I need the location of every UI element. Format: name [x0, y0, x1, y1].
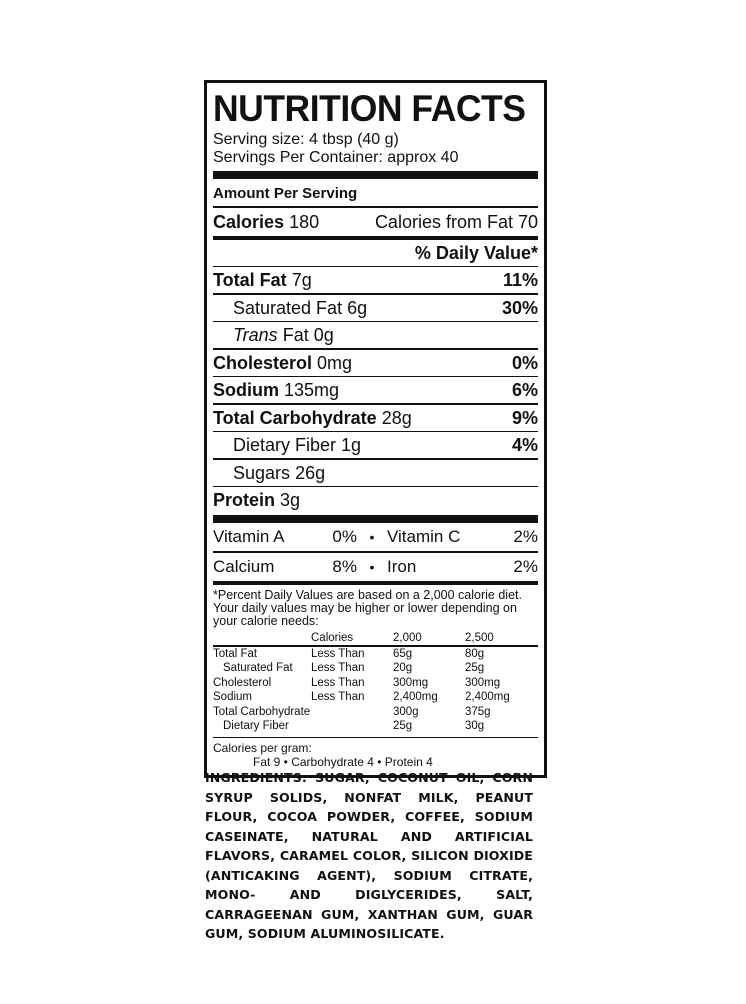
nutrient-dv: 4%	[511, 435, 538, 455]
vitamin-value: 8%	[332, 556, 357, 576]
table-cell: 65g	[393, 647, 413, 660]
panel-title: NUTRITION FACTS	[213, 88, 526, 129]
table-cell: Less Than	[311, 662, 365, 674]
nutrition-facts-panel	[204, 80, 547, 778]
calories-per-gram-label: Calories per gram:	[213, 741, 312, 755]
divider-thick	[213, 515, 538, 523]
nutrient-amount: 26g	[295, 462, 326, 483]
table-cell: 2,400mg	[393, 691, 438, 703]
nutrient-amount: 135mg	[284, 380, 340, 400]
daily-value-footnote: *Percent Daily Values are based on a 2,000 calorie diet. Your daily values may be higher or lower depending on your calorie needs:	[213, 587, 522, 628]
amount-per-serving: Amount Per Serving	[213, 185, 358, 202]
nutrient-amount: 3g	[280, 490, 301, 510]
table-cell: 300g	[393, 705, 419, 718]
calories-label: Calories	[213, 211, 285, 232]
table-row	[213, 676, 538, 691]
nutrient-amount: 1g	[341, 435, 362, 455]
table-row	[213, 690, 538, 705]
vitamin-value: 0%	[332, 527, 357, 546]
table-cell	[213, 631, 311, 646]
table-cell: 375g	[465, 705, 491, 718]
ingredients-text: INGREDIENTS: SUGAR, COCONUT OIL, CORN SYRUP SOLIDS, NONFAT MILK, PEANUT FLOUR, COCOA POWDER, COFFEE, SODIUM CASEINATE, NATURAL AND ARTIFICIAL FLAVORS, CARAMEL COLOR, SILICON DIOXIDE (ANTICAKING AGENT), SODIUM CITRATE, MONO- AND DIGLYCERIDES, SALT, CARRAGEENAN GUM, XANTHAN GUM, GUAR GUM, SODIUM ALUMINOSILICATE.	[205, 770, 533, 941]
nutrient-label: Total Carbohydrate	[213, 407, 377, 428]
nutrient-row-trans-fat	[213, 322, 538, 348]
vitamin-value: 2%	[513, 556, 538, 576]
nutrient-row-dietary-fiber	[213, 432, 538, 458]
nutrient-amount: 6g	[347, 297, 368, 318]
vitamin-row	[213, 523, 538, 551]
calories-per-gram	[213, 738, 538, 769]
nutrient-label: Dietary Fiber	[233, 435, 337, 455]
vitamin-label: Vitamin C	[387, 527, 461, 546]
table-cell: 20g	[393, 662, 413, 674]
nutrient-label: Total Fat	[213, 270, 287, 290]
daily-value-header: % Daily Value*	[414, 242, 538, 263]
table-cell: 25g	[465, 662, 485, 674]
nutrient-amount: 0g	[313, 325, 334, 345]
nutrient-label: Saturated Fat	[233, 297, 343, 318]
nutrient-amount: 7g	[291, 270, 312, 290]
table-cell: 80g	[465, 647, 485, 660]
vitamin-label: Vitamin A	[213, 527, 285, 546]
table-cell: 30g	[465, 720, 485, 732]
vitamin-row	[213, 553, 538, 581]
nutrient-row-saturated-fat	[213, 295, 538, 321]
nutrient-label: Protein	[213, 490, 276, 510]
nutrient-label: Fat	[282, 325, 309, 345]
table-cell: Less Than	[311, 691, 365, 703]
nutrient-label-italic: Trans	[233, 325, 278, 345]
table-row	[213, 705, 538, 720]
calories-from-fat: Calories from Fat 70	[374, 211, 538, 232]
nutrient-row-sugars	[213, 460, 538, 486]
vitamin-label: Calcium	[213, 556, 275, 576]
nutrient-dv: 9%	[511, 407, 538, 428]
table-cell: 2,000	[393, 631, 422, 644]
table-header-row	[213, 631, 538, 646]
table-cell: 25g	[393, 720, 413, 732]
daily-value-table	[213, 631, 538, 734]
nutrient-label: Sugars	[233, 462, 291, 483]
servings-per-container: Servings Per Container: approx 40	[213, 149, 459, 166]
bullet-separator: •	[369, 529, 375, 545]
table-cell: Less Than	[311, 647, 365, 660]
bullet-separator: •	[369, 558, 375, 575]
nutrient-label: Cholesterol	[213, 352, 313, 373]
table-cell: 2,500	[465, 631, 494, 644]
table-cell: Saturated Fat	[223, 662, 293, 674]
table-cell: Total Carbohydrate	[213, 705, 311, 718]
vitamin-value: 2%	[513, 527, 538, 546]
nutrient-row-protein	[213, 487, 538, 513]
nutrient-dv: 6%	[511, 380, 538, 400]
nutrient-dv: 11%	[502, 270, 538, 290]
table-cell: Cholesterol	[213, 676, 272, 689]
nutrient-row-cholesterol	[213, 350, 538, 376]
table-row	[213, 647, 538, 662]
serving-size: Serving size: 4 tbsp (40 g)	[213, 131, 399, 148]
nutrient-amount: 0mg	[317, 352, 353, 373]
vitamin-label: Iron	[387, 556, 417, 576]
nutrient-amount: 28g	[381, 407, 412, 428]
table-row	[213, 661, 538, 676]
table-cell: 300mg	[393, 676, 429, 689]
table-cell: Sodium	[213, 691, 252, 703]
table-cell: 2,400mg	[465, 691, 510, 703]
nutrient-row-sodium	[213, 377, 538, 403]
calories-row	[213, 208, 538, 236]
nutrient-dv: 30%	[501, 297, 538, 318]
nutrient-row-total-carbohydrate	[213, 405, 538, 431]
table-cell: Less Than	[311, 676, 365, 689]
calories-per-gram-values: Fat 9 • Carbohydrate 4 • Protein 4	[253, 755, 433, 769]
table-cell: Calories	[311, 631, 354, 644]
nutrient-row-total-fat	[213, 267, 538, 293]
divider-thick	[213, 171, 538, 179]
calories-value: 180	[289, 211, 320, 232]
nutrient-dv: 0%	[511, 352, 538, 373]
table-cell: Dietary Fiber	[223, 720, 289, 732]
table-row	[213, 719, 538, 734]
table-cell: Total Fat	[213, 647, 258, 660]
table-cell: 300mg	[465, 676, 501, 689]
nutrient-label: Sodium	[213, 380, 279, 400]
